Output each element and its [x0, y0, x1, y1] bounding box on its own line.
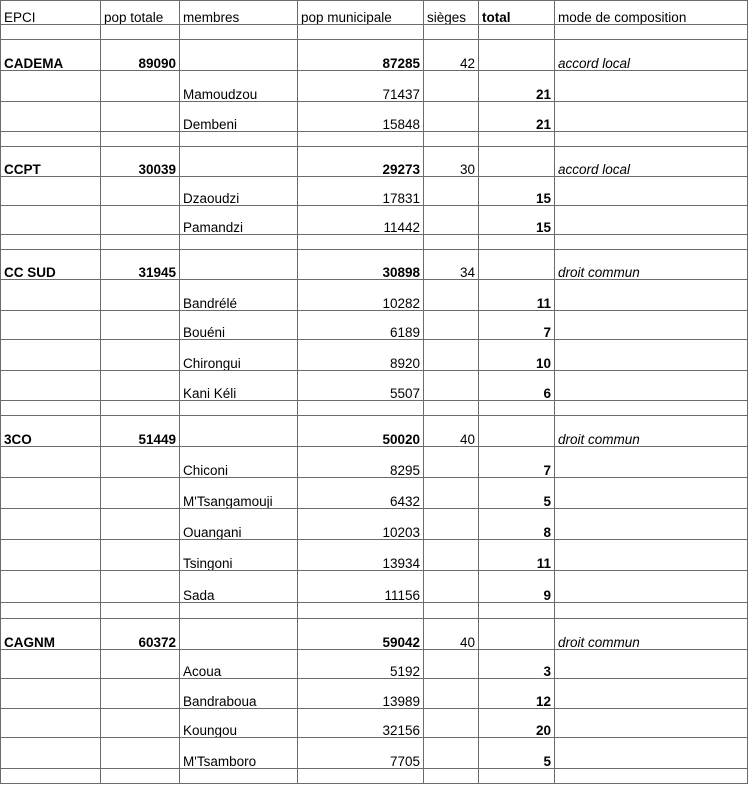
- member-pop[interactable]: 6189: [298, 311, 424, 340]
- pop-totale-cell[interactable]: [101, 206, 180, 235]
- member-name[interactable]: Koungou: [180, 709, 298, 738]
- membres-cell[interactable]: [180, 40, 298, 71]
- member-row: [1, 709, 748, 738]
- sieges-cell[interactable]: [424, 709, 479, 738]
- total-cell[interactable]: [479, 147, 555, 177]
- mode-cell[interactable]: [555, 280, 748, 311]
- member-pop[interactable]: 7705: [298, 738, 424, 769]
- pop-totale[interactable]: 60372: [101, 619, 180, 650]
- member-pop[interactable]: 13989: [298, 679, 424, 709]
- empty-cell[interactable]: [424, 401, 479, 416]
- member-total[interactable]: 8: [479, 509, 555, 540]
- member-pop[interactable]: 10282: [298, 280, 424, 311]
- mode-cell[interactable]: [555, 71, 748, 102]
- mode-composition[interactable]: accord local: [555, 147, 748, 177]
- member-total[interactable]: 9: [479, 571, 555, 603]
- epci-name[interactable]: CAGNM: [1, 619, 101, 650]
- empty-cell[interactable]: [180, 401, 298, 416]
- spacer-row: [1, 401, 748, 416]
- member-row: [1, 738, 748, 769]
- pop-totale[interactable]: 89090: [101, 40, 180, 71]
- member-row: [1, 206, 748, 235]
- epci-row: [1, 619, 748, 650]
- sieges-cell[interactable]: [424, 738, 479, 769]
- mode-cell[interactable]: [555, 478, 748, 509]
- total-cell[interactable]: [479, 40, 555, 71]
- empty-cell[interactable]: [101, 25, 180, 40]
- member-row: [1, 280, 748, 311]
- sieges[interactable]: 40: [424, 619, 479, 650]
- sieges-cell[interactable]: [424, 509, 479, 540]
- sieges-cell[interactable]: [424, 311, 479, 340]
- header-cell[interactable]: pop municipale: [298, 1, 424, 25]
- member-row: [1, 540, 748, 571]
- member-total[interactable]: 21: [479, 102, 555, 132]
- member-row: [1, 447, 748, 478]
- empty-cell[interactable]: [1, 603, 101, 619]
- member-row: [1, 509, 748, 540]
- empty-cell[interactable]: [479, 235, 555, 250]
- header-cell[interactable]: mode de composition: [555, 1, 748, 25]
- sieges[interactable]: 34: [424, 250, 479, 280]
- epci-cell[interactable]: [1, 71, 101, 102]
- empty-cell[interactable]: [555, 132, 748, 147]
- membres-cell[interactable]: [180, 250, 298, 280]
- member-row: [1, 311, 748, 340]
- pop-totale-cell[interactable]: [101, 478, 180, 509]
- empty-cell[interactable]: [424, 132, 479, 147]
- sieges-cell[interactable]: [424, 447, 479, 478]
- empty-cell[interactable]: [180, 25, 298, 40]
- mode-cell[interactable]: [555, 311, 748, 340]
- mode-cell[interactable]: [555, 738, 748, 769]
- pop-municipale[interactable]: 87285: [298, 40, 424, 71]
- pop-totale-cell[interactable]: [101, 679, 180, 709]
- spacer-row: [1, 603, 748, 619]
- pop-totale-cell[interactable]: [101, 340, 180, 371]
- epci-cell[interactable]: [1, 478, 101, 509]
- empty-cell[interactable]: [479, 603, 555, 619]
- header-cell[interactable]: total: [479, 1, 555, 25]
- sieges-cell[interactable]: [424, 650, 479, 679]
- empty-cell[interactable]: [555, 25, 748, 40]
- member-row: [1, 571, 748, 603]
- member-row: [1, 71, 748, 102]
- epci-cell[interactable]: [1, 102, 101, 132]
- epci-name[interactable]: CADEMA: [1, 40, 101, 71]
- epci-cell[interactable]: [1, 371, 101, 401]
- pop-totale-cell[interactable]: [101, 371, 180, 401]
- epci-row: [1, 147, 748, 177]
- pop-totale-cell[interactable]: [101, 447, 180, 478]
- empty-cell[interactable]: [298, 235, 424, 250]
- mode-cell[interactable]: [555, 371, 748, 401]
- pop-totale-cell[interactable]: [101, 71, 180, 102]
- member-total[interactable]: 3: [479, 650, 555, 679]
- epci-cell[interactable]: [1, 650, 101, 679]
- pop-totale-cell[interactable]: [101, 177, 180, 206]
- member-row: [1, 102, 748, 132]
- pop-totale-cell[interactable]: [101, 738, 180, 769]
- member-row: [1, 340, 748, 371]
- mode-cell[interactable]: [555, 650, 748, 679]
- mode-composition[interactable]: droit commun: [555, 416, 748, 447]
- member-pop[interactable]: 11156: [298, 571, 424, 603]
- member-name[interactable]: Acoua: [180, 650, 298, 679]
- member-total[interactable]: 11: [479, 540, 555, 571]
- sieges-cell[interactable]: [424, 177, 479, 206]
- member-total[interactable]: 6: [479, 371, 555, 401]
- epci-cell[interactable]: [1, 177, 101, 206]
- empty-cell[interactable]: [479, 769, 555, 784]
- sieges-cell[interactable]: [424, 206, 479, 235]
- pop-totale-cell[interactable]: [101, 280, 180, 311]
- pop-totale-cell[interactable]: [101, 571, 180, 603]
- empty-cell[interactable]: [298, 132, 424, 147]
- spacer-row: [1, 132, 748, 147]
- sieges-cell[interactable]: [424, 280, 479, 311]
- empty-cell[interactable]: [180, 769, 298, 784]
- member-total[interactable]: 10: [479, 340, 555, 371]
- member-name[interactable]: M'Tsamboro: [180, 738, 298, 769]
- member-pop[interactable]: 17831: [298, 177, 424, 206]
- sieges-cell[interactable]: [424, 478, 479, 509]
- member-pop[interactable]: 10203: [298, 509, 424, 540]
- mode-composition[interactable]: accord local: [555, 40, 748, 71]
- empty-cell[interactable]: [424, 235, 479, 250]
- mode-cell[interactable]: [555, 540, 748, 571]
- sieges-cell[interactable]: [424, 102, 479, 132]
- pop-totale-cell[interactable]: [101, 540, 180, 571]
- mode-cell[interactable]: [555, 206, 748, 235]
- member-pop[interactable]: 6432: [298, 478, 424, 509]
- empty-cell[interactable]: [180, 235, 298, 250]
- empty-cell[interactable]: [101, 603, 180, 619]
- member-total[interactable]: 15: [479, 177, 555, 206]
- pop-totale[interactable]: 30039: [101, 147, 180, 177]
- empty-cell[interactable]: [555, 603, 748, 619]
- mode-cell[interactable]: [555, 177, 748, 206]
- member-name[interactable]: Bouéni: [180, 311, 298, 340]
- member-total[interactable]: 7: [479, 447, 555, 478]
- sieges-cell[interactable]: [424, 679, 479, 709]
- member-row: [1, 650, 748, 679]
- epci-name[interactable]: CC SUD: [1, 250, 101, 280]
- epci-cell[interactable]: [1, 206, 101, 235]
- empty-cell[interactable]: [424, 603, 479, 619]
- membres-cell[interactable]: [180, 619, 298, 650]
- mode-cell[interactable]: [555, 340, 748, 371]
- member-row: [1, 371, 748, 401]
- header-cell[interactable]: membres: [180, 1, 298, 25]
- pop-municipale[interactable]: 29273: [298, 147, 424, 177]
- member-name[interactable]: Chirongui: [180, 340, 298, 371]
- mode-cell[interactable]: [555, 571, 748, 603]
- empty-cell[interactable]: [555, 235, 748, 250]
- member-total[interactable]: 20: [479, 709, 555, 738]
- pop-totale[interactable]: 51449: [101, 416, 180, 447]
- empty-cell[interactable]: [298, 603, 424, 619]
- member-name[interactable]: Mamoudzou: [180, 71, 298, 102]
- member-row: [1, 679, 748, 709]
- empty-cell[interactable]: [180, 603, 298, 619]
- spacer-row: [1, 769, 748, 784]
- total-cell[interactable]: [479, 250, 555, 280]
- member-pop[interactable]: 13934: [298, 540, 424, 571]
- spacer-row: [1, 235, 748, 250]
- epci-cell[interactable]: [1, 509, 101, 540]
- sieges[interactable]: 30: [424, 147, 479, 177]
- epci-name[interactable]: 3CO: [1, 416, 101, 447]
- membres-cell[interactable]: [180, 147, 298, 177]
- total-cell[interactable]: [479, 416, 555, 447]
- mode-composition[interactable]: droit commun: [555, 250, 748, 280]
- spacer-row: [1, 25, 748, 40]
- pop-totale-cell[interactable]: [101, 102, 180, 132]
- member-row: [1, 177, 748, 206]
- empty-cell[interactable]: [479, 132, 555, 147]
- pop-totale-cell[interactable]: [101, 650, 180, 679]
- empty-cell[interactable]: [298, 769, 424, 784]
- empty-cell[interactable]: [101, 769, 180, 784]
- mode-cell[interactable]: [555, 102, 748, 132]
- member-name[interactable]: Sada: [180, 571, 298, 603]
- member-total[interactable]: 21: [479, 71, 555, 102]
- member-name[interactable]: Tsingoni: [180, 540, 298, 571]
- member-pop[interactable]: 8920: [298, 340, 424, 371]
- empty-cell[interactable]: [1, 235, 101, 250]
- empty-cell[interactable]: [101, 235, 180, 250]
- member-name[interactable]: Chiconi: [180, 447, 298, 478]
- empty-cell[interactable]: [1, 25, 101, 40]
- empty-cell[interactable]: [1, 401, 101, 416]
- empty-cell[interactable]: [180, 132, 298, 147]
- empty-cell[interactable]: [298, 25, 424, 40]
- membres-cell[interactable]: [180, 416, 298, 447]
- mode-cell[interactable]: [555, 679, 748, 709]
- epci-cell[interactable]: [1, 571, 101, 603]
- member-name[interactable]: Ouangani: [180, 509, 298, 540]
- member-pop[interactable]: 11442: [298, 206, 424, 235]
- member-row: [1, 478, 748, 509]
- member-total[interactable]: 5: [479, 478, 555, 509]
- epci-cell[interactable]: [1, 280, 101, 311]
- member-name[interactable]: Pamandzi: [180, 206, 298, 235]
- sieges[interactable]: 40: [424, 416, 479, 447]
- sieges-cell[interactable]: [424, 540, 479, 571]
- member-name[interactable]: Bandrélé: [180, 280, 298, 311]
- epci-cell[interactable]: [1, 540, 101, 571]
- empty-cell[interactable]: [1, 132, 101, 147]
- member-total[interactable]: 15: [479, 206, 555, 235]
- sieges-cell[interactable]: [424, 371, 479, 401]
- pop-municipale[interactable]: 50020: [298, 416, 424, 447]
- member-total[interactable]: 7: [479, 311, 555, 340]
- epci-cell[interactable]: [1, 738, 101, 769]
- empty-cell[interactable]: [101, 132, 180, 147]
- member-pop[interactable]: 5507: [298, 371, 424, 401]
- pop-totale-cell[interactable]: [101, 509, 180, 540]
- member-pop[interactable]: 5192: [298, 650, 424, 679]
- epci-row: [1, 416, 748, 447]
- pop-totale-cell[interactable]: [101, 709, 180, 738]
- header-row: [1, 1, 748, 25]
- header-cell[interactable]: sièges: [424, 1, 479, 25]
- epci-cell[interactable]: [1, 447, 101, 478]
- empty-cell[interactable]: [424, 769, 479, 784]
- member-pop[interactable]: 32156: [298, 709, 424, 738]
- mode-cell[interactable]: [555, 709, 748, 738]
- epci-cell[interactable]: [1, 340, 101, 371]
- sieges[interactable]: 42: [424, 40, 479, 71]
- member-total[interactable]: 11: [479, 280, 555, 311]
- empty-cell[interactable]: [555, 401, 748, 416]
- member-name[interactable]: Bandraboua: [180, 679, 298, 709]
- total-cell[interactable]: [479, 619, 555, 650]
- mode-cell[interactable]: [555, 447, 748, 478]
- member-pop[interactable]: 8295: [298, 447, 424, 478]
- member-pop[interactable]: 71437: [298, 71, 424, 102]
- empty-cell[interactable]: [424, 25, 479, 40]
- empty-cell[interactable]: [479, 401, 555, 416]
- header-cell[interactable]: pop totale: [101, 1, 180, 25]
- sieges-cell[interactable]: [424, 571, 479, 603]
- pop-totale-cell[interactable]: [101, 311, 180, 340]
- member-name[interactable]: Kani Kéli: [180, 371, 298, 401]
- member-name[interactable]: Dzaoudzi: [180, 177, 298, 206]
- pop-totale[interactable]: 31945: [101, 250, 180, 280]
- empty-cell[interactable]: [479, 25, 555, 40]
- member-name[interactable]: Dembeni: [180, 102, 298, 132]
- mode-cell[interactable]: [555, 509, 748, 540]
- empty-cell[interactable]: [1, 769, 101, 784]
- empty-cell[interactable]: [298, 401, 424, 416]
- header-cell[interactable]: EPCI: [1, 1, 101, 25]
- pop-municipale[interactable]: 30898: [298, 250, 424, 280]
- member-total[interactable]: 12: [479, 679, 555, 709]
- pop-municipale[interactable]: 59042: [298, 619, 424, 650]
- epci-cell[interactable]: [1, 311, 101, 340]
- sieges-cell[interactable]: [424, 340, 479, 371]
- empty-cell[interactable]: [555, 769, 748, 784]
- epci-cell[interactable]: [1, 709, 101, 738]
- epci-row: [1, 40, 748, 71]
- member-total[interactable]: 5: [479, 738, 555, 769]
- epci-row: [1, 250, 748, 280]
- member-pop[interactable]: 15848: [298, 102, 424, 132]
- epci-cell[interactable]: [1, 679, 101, 709]
- mode-composition[interactable]: droit commun: [555, 619, 748, 650]
- empty-cell[interactable]: [101, 401, 180, 416]
- member-name[interactable]: M'Tsangamouji: [180, 478, 298, 509]
- sieges-cell[interactable]: [424, 71, 479, 102]
- epci-name[interactable]: CCPT: [1, 147, 101, 177]
